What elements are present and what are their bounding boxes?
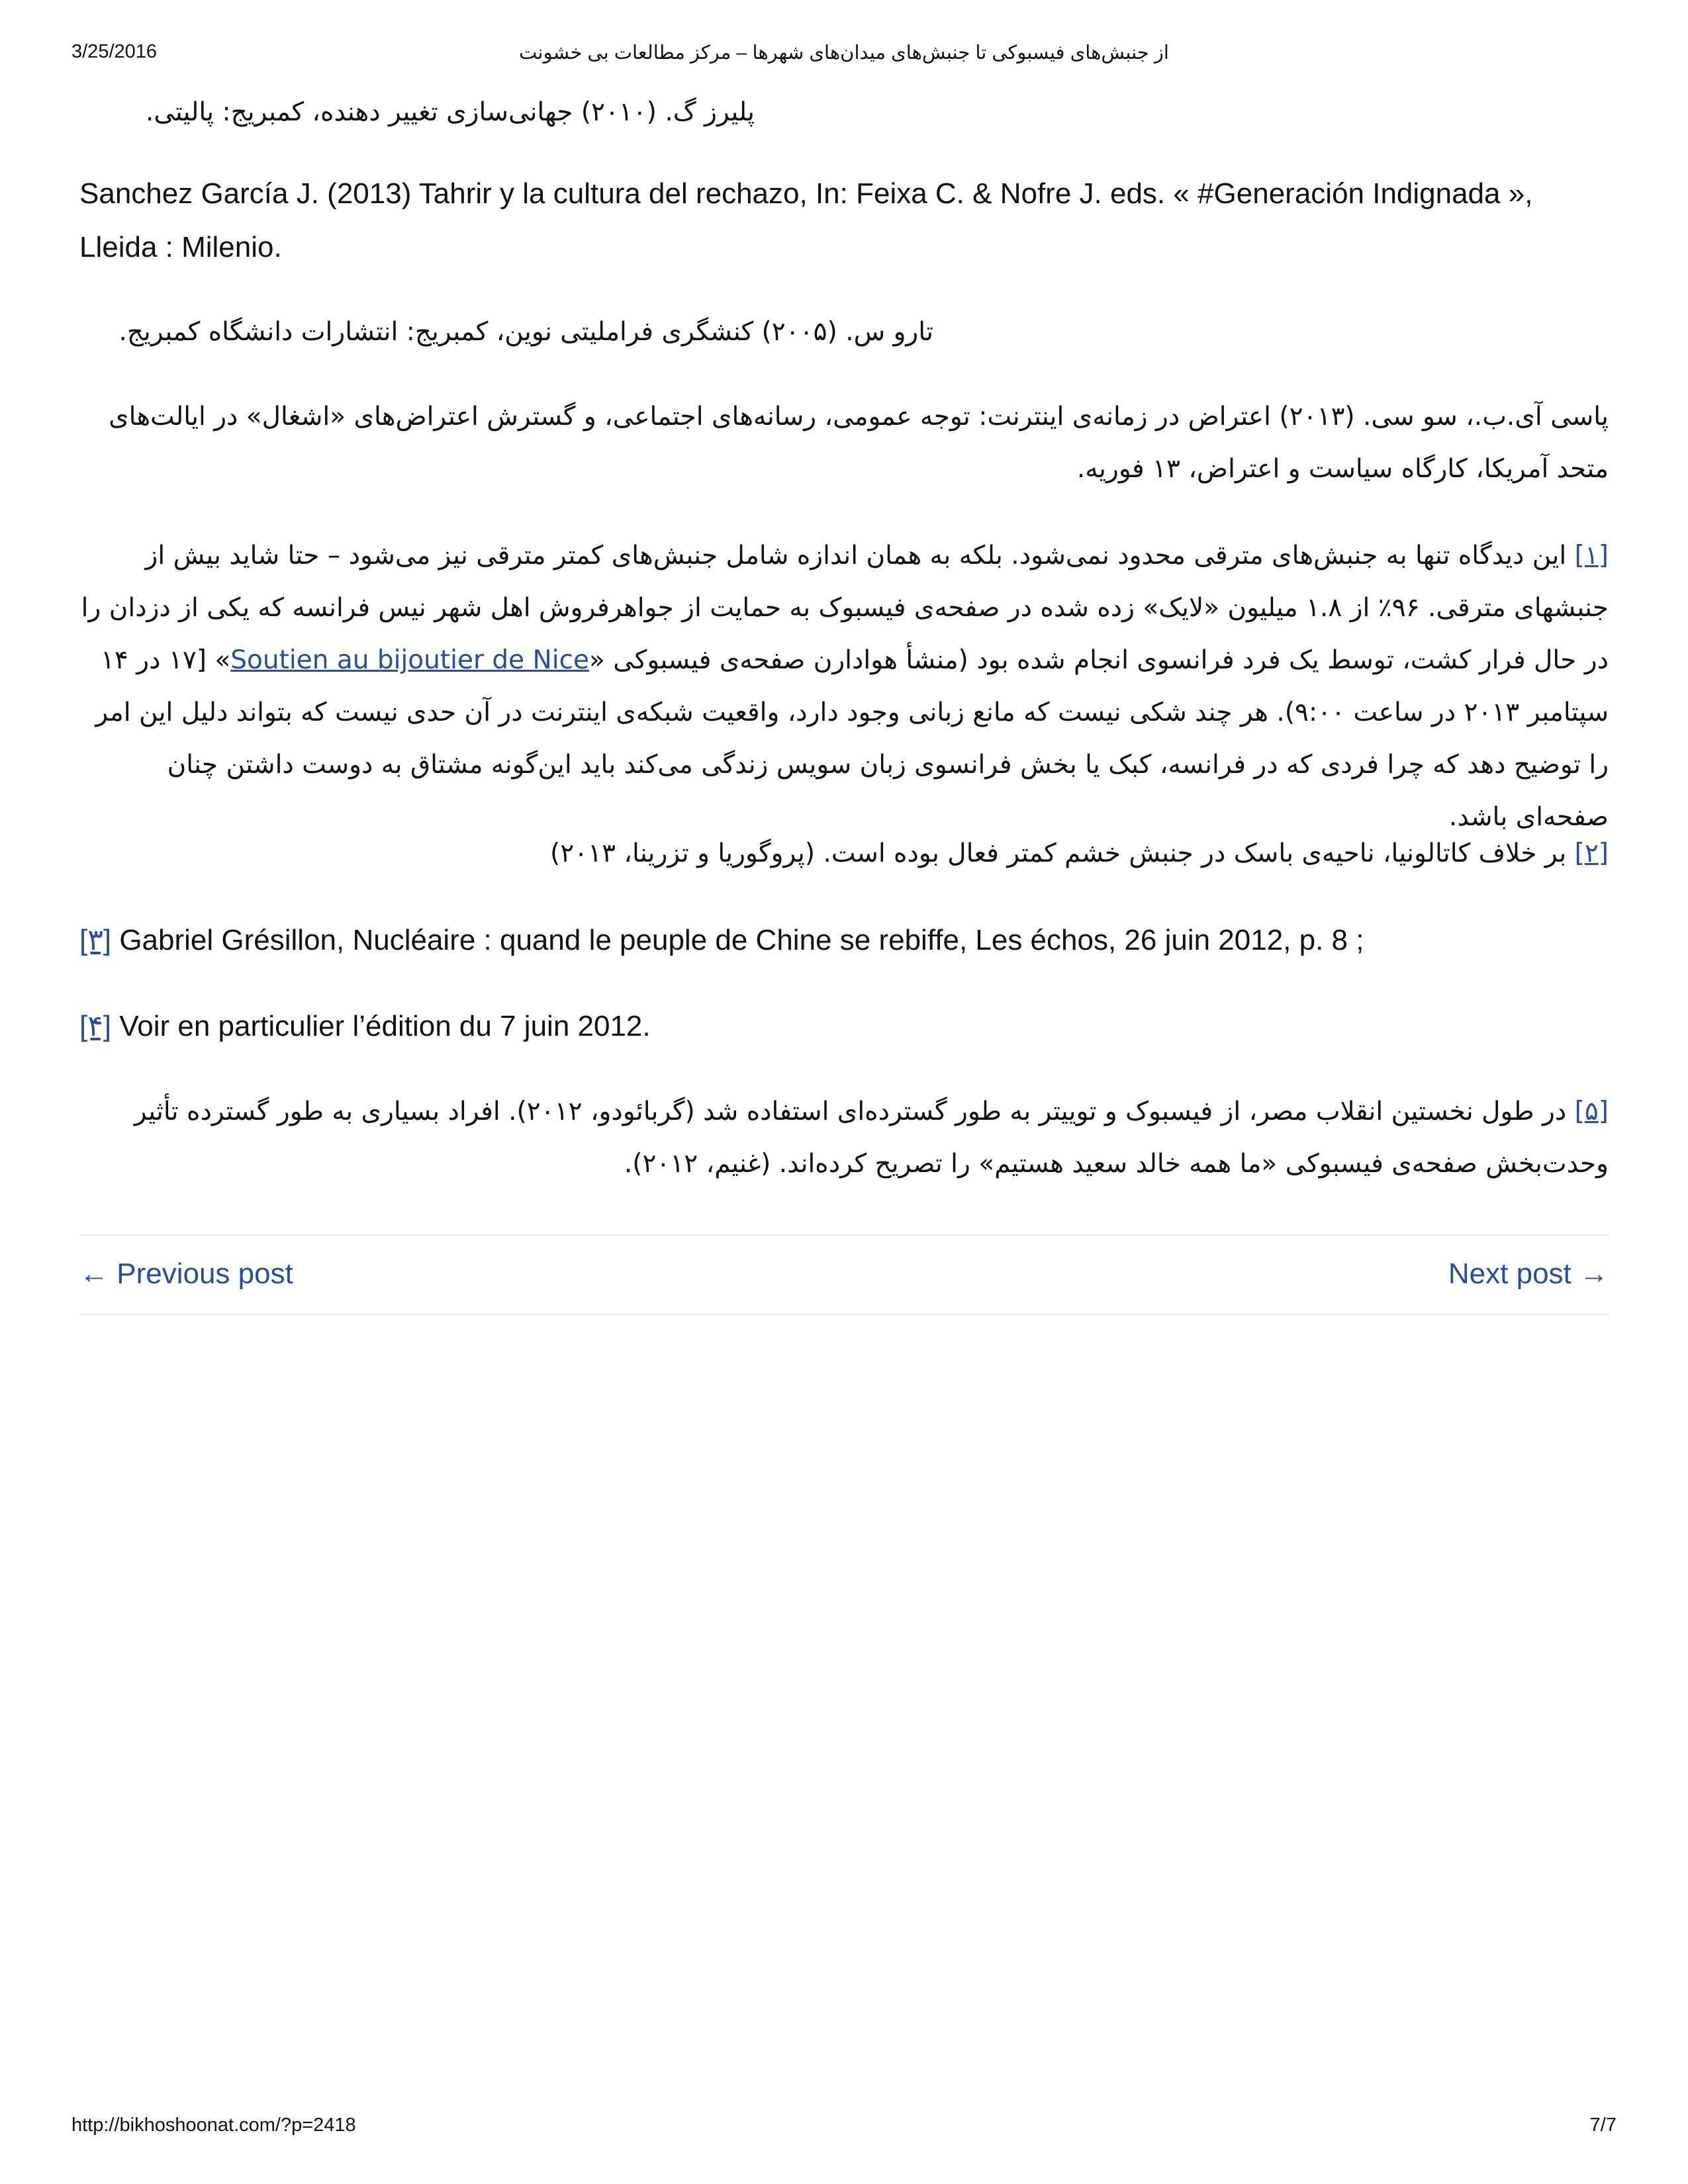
- footnote-1-text-a: این دیدگاه تنها به جنبش‌های مترقی محدود نمی‌شود. بلکه به همان اندازه شامل جنبش‌های کمتر مترقی نیز می‌شود – حتا شاید بیش از جنبشهای مترقی. ۹۶٪ از ۱.۸ میلیون «لایک» زده شده در صفحه‌ی فیسبوک به حمایت از جواهرفروش اهل شهر نیس فرانسه که یکی از دزدان را در حال فرار کشت، توسط یک فرد فرانسوی انجام شده بود (منشأ هوادارن صفحه‌ی فیسبوکی «: [81, 541, 1609, 675]
- footnote-5-text: در طول نخستین انقلاب مصر، از فیسبوک و توییتر به طور گسترده‌ای استفاده شد (گربائودو، ۲۰۱۲). افراد بسیاری به طور گسترده تأثیر وحدت‌بخش صفحه‌ی فیسبوکی «ما همه خالد سعید هستیم» را تصریح کرده‌اند. (غنیم، ۲۰۱۲).: [134, 1097, 1609, 1179]
- footer-url: http://bikhoshoonat.com/?p=2418: [71, 2115, 356, 2136]
- soutien-bijoutier-link[interactable]: Soutien au bijoutier de Nice: [230, 645, 589, 675]
- footnote-3-text: Gabriel Grésillon, Nucléaire : quand le peuple de Chine se rebiffe, Les échos, 26 juin 2012, p. 8 ;: [119, 924, 1364, 956]
- previous-post-link[interactable]: ← Previous post: [79, 1257, 293, 1290]
- footnote-3: [79, 913, 1609, 967]
- footnote-4: [79, 999, 1609, 1053]
- footnote-4-marker[interactable]: [۴]: [79, 1010, 112, 1042]
- footnote-1-marker[interactable]: [۱]: [1574, 541, 1609, 570]
- footnote-2-text: بر خلاف کاتالونیا، ناحیه‌ی باسک در جنبش خشم کمتر فعال بوده است. (پروگوریا و تزرینا، ۲۰۱۳): [550, 839, 1567, 868]
- footnote-1: [79, 529, 1609, 843]
- footnote-5-marker[interactable]: [۵]: [1574, 1097, 1609, 1126]
- reference-pleyers: پلیرز گ. (۲۰۱۰) جهانی‌سازی تغییر دهنده، کمبریج: پالیتی.: [146, 97, 755, 127]
- footnote-2: [79, 827, 1609, 880]
- footnote-3-marker[interactable]: [۳]: [79, 924, 112, 956]
- footnote-2-marker[interactable]: [۲]: [1574, 839, 1609, 868]
- reference-tarrow: تارو س. (۲۰۰۵) کنشگری فراملیتی نوین، کمبریج: انتشارات دانشگاه کمبریج.: [118, 317, 933, 347]
- post-navigation: [79, 1234, 1609, 1315]
- page-title: از جنبش‌های فیسبوکی تا جنبش‌های میدان‌های شهرها – مرکز مطالعات بی خشونت: [519, 42, 1169, 64]
- page-number: 7/7: [1589, 2115, 1617, 2136]
- print-date: 3/25/2016: [71, 41, 158, 62]
- next-post-link[interactable]: Next post →: [1448, 1257, 1609, 1290]
- footnote-1-text-b: » [۱۷ در ۱۴ سپتامبر ۲۰۱۳ در ساعت ۹:۰۰). هر چند شکی نیست که مانع زبانی وجود دارد، واقعیت شبکه‌ی اینترنت در آن حدی نیست که بتواند دلیل این امر را توضیح دهد که چرا فردی که در فرانسه، کبک یا بخش فرانسوی زبان سویس زندگی می‌کند باید این‌گونه مشتاق به دوست داشتن چنان صفحه‌ای باشد.: [95, 645, 1609, 832]
- footnote-5: [79, 1085, 1609, 1190]
- footnote-4-text: Voir en particulier l’édition du 7 juin 2012.: [119, 1010, 651, 1042]
- reference-passy: پاسی آی.ب.، سو سی. (۲۰۱۳) اعتراض در زمانه‌ی اینترنت: توجه عمومی، رسانه‌های اجتماعی، و گسترش اعتراض‌های «اشغال» در ایالت‌های متحد آمریکا، کارگاه سیاست و اعتراض، ۱۳ فوریه.: [109, 402, 1609, 484]
- reference-sanchez: Sanchez García J. (2013) Tahrir y la cultura del rechazo, In: Feixa C. & Nofre J. eds. « #Generación Indignada », Lleida : Milenio.: [79, 177, 1533, 263]
